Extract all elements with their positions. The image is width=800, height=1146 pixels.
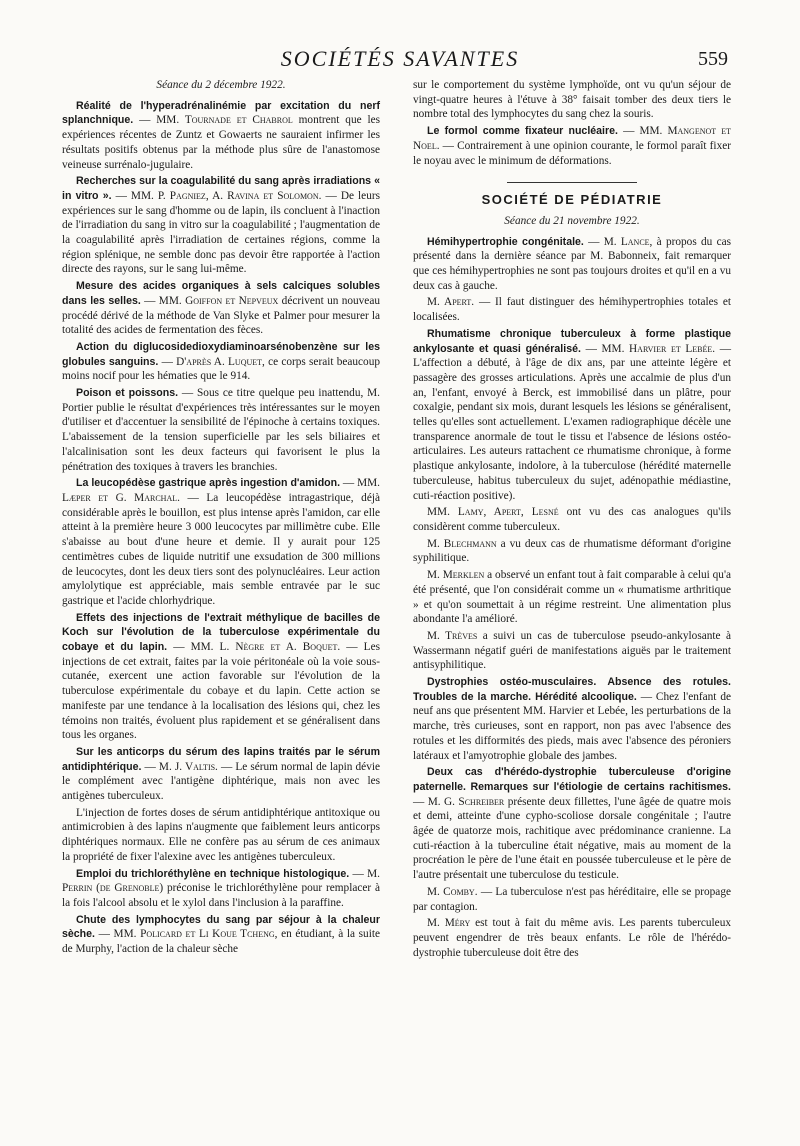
entry-paragraph <box>413 235 731 294</box>
entry-body: a vu deux cas de rhumatisme déformant d'origine syphilitique. <box>413 537 731 565</box>
entry-authors: — MM. Mangenot et Noel. <box>413 125 732 152</box>
entry-authors: — M. Perrin (de Grenoble) <box>62 867 380 895</box>
entry-paragraph <box>62 611 380 743</box>
entry-body: — La leucopédèse intragastrique, déjà considérable après le bouillon, est plus intense après l'amidon, car elle atteint à la première heure 3 000 leucocytes par millimètre cube. Elle s'abaisse au bout d'une heure et demie. Il y aurait pour 125 centimètres cubes de liquide nutritif une exsudation de 300 millions de leucocytes, dont les deux tiers sont des polynucléaires. Leur action amylolytique est appréciable, mais semble entravée par le suc gastrique et l'acide chlorhydrique. <box>62 491 380 607</box>
entry-title: Emploi du trichloréthylène en technique histologique. <box>76 867 350 880</box>
entry-body: préconise le trichloréthylène pour remplacer à la fois l'alcool absolu et le xylol dans l'inclusion à la paraffine. <box>62 882 380 909</box>
entry-title: Rhumatisme chronique tuberculeux à forme plastique ankylosante et quasi généralisé. <box>413 327 731 355</box>
entry-title: Recherches sur la coagulabilité du sang après irradiations « in vitro ». <box>62 175 380 202</box>
entry-title: Mesure des acides organiques à sels calciques solubles dans les selles. <box>62 280 380 307</box>
entry-paragraph <box>413 327 731 503</box>
entry-authors: — M. Lance, <box>588 235 653 248</box>
entry-body: présente deux fillettes, l'une âgée de quatre mois et demi, atteinte d'une cypho-scoliose dorsale congénitale ; l'autre âgée de quatorze mois, rachitique avec prédominance cranienne. La cuti-réaction à la tuberculine était négative, mais au moment de la procréation le père de l'une était en poussée tuberculeuse et le père de l'autre présentait une tuberculose du testicule. <box>413 795 731 882</box>
entry-body: en étudiant, à la suite de Murphy, l'action de la chaleur sèche <box>62 928 380 956</box>
entry-paragraph <box>413 568 731 627</box>
entry-title: Deux cas d'hérédo-dystrophie tuberculeuse d'origine paternelle. Remarques sur l'étiologie de certains rachitismes. <box>413 766 731 793</box>
entry-authors: M. Blechmann <box>427 537 497 550</box>
entry-body: — La tuberculose n'est pas héréditaire, elle se propage par contagion. <box>413 885 731 913</box>
entry-paragraph <box>62 745 380 804</box>
entry-paragraph <box>62 99 380 173</box>
sitting-date: Séance du 2 décembre 1922. <box>156 79 286 91</box>
entry-body: — Contrairement à une opinion courante, le formol paraît fixer le noyau avec le minimum de déformations. <box>413 139 731 167</box>
entry-paragraph <box>413 916 731 960</box>
entry-title: Effets des injections de l'extrait méthylique de bacilles de Koch sur l'évolution de la tuberculose expérimentale du cobaye et du lapin. <box>62 611 380 654</box>
entry-paragraph <box>413 629 731 673</box>
entry-authors: — MM. Tournade et Chabrol <box>139 114 293 127</box>
left-column <box>62 78 380 959</box>
entry-title: Action du diglucosidedioxydiaminoarsénobenzène sur les globules sanguins. <box>62 340 380 368</box>
entry-body: montrent que les expériences récentes de Zuntz et Gowaerts ne sauraient infirmer les résultats positifs obtenus par la méthode plus sûre de l'anastomose veineuse surrénalo-jugulaire. <box>62 114 381 171</box>
page-number: 559 <box>698 48 728 70</box>
right-column <box>413 78 731 962</box>
entry-authors: MM. Lamy, Apert, Lesné <box>427 506 559 519</box>
entry-authors: — M. G. Schreiber <box>413 795 505 808</box>
section-rule <box>507 182 637 183</box>
entry-paragraph <box>413 765 731 883</box>
entry-authors: — MM. Goiffon et Nepveux <box>144 294 279 307</box>
entry-paragraph <box>62 806 380 865</box>
entry-paragraph <box>62 476 380 608</box>
entry-body: décrivent un nouveau procédé dérivé de la méthode de Van Slyke et Palmer pour mesurer la totalité des acides de fermentation des fèces. <box>62 294 380 337</box>
entry-authors: — MM. Læper et G. Marchal. <box>62 477 380 504</box>
entry-body: a observé un enfant tout à fait comparable à celui qu'a été présenté, que l'on considérait comme un « rhumatisme arthritique » et qu'on soumettait à un régime restreint. Une alimentation plus abondante l'a amélioré. <box>413 569 731 626</box>
entry-authors: — D'après A. Luquet, <box>161 355 265 368</box>
running-title: SOCIÉTÉS SAVANTES <box>280 46 520 71</box>
entry-authors: M. Apert. <box>427 296 475 309</box>
entry-title: Réalité de l'hyperadrénalinémie par excitation du nerf splanchnique. <box>62 99 380 127</box>
entry-authors: — MM. P. Pagniez, A. Ravina et Solomon. <box>115 189 322 202</box>
entry-body: — Les injections de cet extrait, faites par la voie péritonéale où la voie sous-cutanée, exercent une action favorable sur l'évolution de la tuberculose expérimentale du cobaye et du lapin. Cette action se manifeste par une tendance à la localisation des lésions qui, chez les témoins non traités, évoluent plus rapidement et se généralisent dans tous les organes. <box>62 641 380 742</box>
entry-body: — Il faut distinguer des hémihypertrophies totales et localisées. <box>413 296 731 324</box>
entry-title: Poison et poissons. <box>76 387 179 400</box>
entry-authors: M. Trèves <box>427 629 478 642</box>
entry-body: — Le sérum normal de lapin dévie le complément avec l'antigène diphtérique, mais non avec les antigènes tuberculeux. <box>62 760 380 803</box>
entry-title: Hémihypertrophie congénitale. <box>427 235 584 248</box>
entry-paragraph <box>62 386 380 474</box>
entry-body: ce corps serait beaucoup moins nocif pour les hématies que le 914. <box>62 355 381 383</box>
entry-paragraph <box>413 537 731 566</box>
entry-title: Chute des lymphocytes du sang par séjour à la chaleur sèche. <box>62 913 380 941</box>
entry-paragraph <box>413 675 731 763</box>
entry-paragraph <box>62 340 380 384</box>
entry-body: est tout à fait du même avis. Les parents tuberculeux peuvent engendrer de très beaux enfants. Le rôle de l'hérédo-dystrophie tuberculeuse doit être des <box>413 917 731 959</box>
entry-paragraph <box>413 505 731 534</box>
entry-body: a suivi un cas de tuberculose pseudo-ankylosante à Wassermann négatif guéri de manifestations aiguës par le traitement antisyphilitique. <box>413 629 731 672</box>
continuation-paragraph: sur le comportement du système lymphoïde, ont vu qu'un séjour de vingt-quatre heures à l'étuve à 38° faisait tomber des deux tiers le nombre total des lymphocytes du sang chez la souris. <box>413 79 731 121</box>
entry-authors: — MM. Harvier et Lebée. <box>585 342 716 355</box>
entry-authors: — MM. Policard et Li Koue Tcheng, <box>98 928 278 941</box>
entry-paragraph <box>413 124 731 168</box>
entry-authors: M. Merklen <box>427 569 485 582</box>
entry-paragraph <box>62 279 380 338</box>
entry-body: à propos du cas présenté dans la dernière séance par M. Babonneix, fait remarquer que ces hémihypertrophies ne sont pas toujours droites et qu'il en a vu deux cas à gauche. <box>413 235 731 292</box>
right-entries-before <box>413 124 731 168</box>
society-heading: SOCIÉTÉ DE PÉDIATRIE <box>481 192 663 208</box>
sitting-date: Séance du 21 novembre 1922. <box>504 214 640 227</box>
entry-paragraph <box>413 885 731 914</box>
entry-title: Dystrophies ostéo-musculaires. Absence des rotules. Troubles de la marche. Hérédité alcoolique. <box>413 676 731 703</box>
entry-paragraph <box>62 174 380 277</box>
entry-paragraph <box>413 295 731 324</box>
entry-body: — De leurs expériences sur le sang d'homme ou de lapin, ils concluent à l'inaction de l'irradiation du sang in vitro sur la coagulabilité ; l'augmentation de la coagulabilité après l'irradiation de certaines régions, comme la région splénique, ne semble donc pas devoir être rapportée à l'action directe des rayons, sur le sang lui-même. <box>62 189 381 276</box>
entry-authors: M. Méry <box>427 917 471 930</box>
running-head <box>0 46 800 76</box>
entry-title: Sur les anticorps du sérum des lapins traités par le sérum antidiphtérique. <box>62 745 380 773</box>
entry-title: Le formol comme fixateur nucléaire. <box>427 125 618 138</box>
right-entries <box>413 235 731 961</box>
entry-authors: — MM. L. Nègre et A. Boquet. <box>173 641 341 654</box>
entry-authors: — M. J. Valtis. <box>144 760 218 773</box>
entry-paragraph <box>62 867 380 911</box>
left-entries <box>62 99 380 957</box>
entry-body: — Chez l'enfant de neuf ans que présentent MM. Harvier et Lebée, les perturbations de la marche, très curieuses, sont en rapport, non pas avec l'absence des rotules et les difformités des pieds, mais avec l'absence des péroniers latéraux et l'amyotrophie globale des jambes. <box>413 690 731 762</box>
entry-authors: M. Comby. <box>427 885 478 898</box>
entry-body: — Sous ce titre quelque peu inattendu, M. Portier publie le résultat d'expériences très intéressantes sur le moyen d'utiliser et d'accentuer la sensibilité de l'épinoche à certains toxiques. L'abaissement de la tension superficielle par les sels biliaires et l'alcalinisation sont les deux facteurs qui favorisent le plus la pénétration des toxiques à travers les branchies. <box>62 387 380 473</box>
entry-body: ont vu des cas analogues qu'ils considèrent comme tuberculeux. <box>413 506 731 533</box>
entry-body: — L'affection a débuté, à l'âge de dix ans, par une atteinte légère et passagère des grosses articulations. Après une accalmie de plus d'un an, l'enfant, envoyé à Berck, est immobilisé dans un plâtre, pour coxalgie, pendant six mois, durant lesquels les lésions se généralisent, telles qu'elles sont actuellement. L'examen radiographique décèle une transparence anormale de tout le tissu et l'absence de lésions ostéo-articulaires. Les auteurs rattachent ce rhumatisme chronique, à forme plastique ankylosante, indolore, à la tuberculose (hérédité maternelle tuberculeuse, habitus tuberculeux du sujet, adénopathie médiastine, cuti-réaction positive). <box>413 342 732 502</box>
entry-paragraph <box>62 913 380 957</box>
entry-title: La leucopédèse gastrique après ingestion d'amidon. <box>76 477 341 490</box>
entry-body: L'injection de fortes doses de sérum antidiphtérique antitoxique ou antimicrobien à des lapins n'augmente que faiblement leurs anticorps diphtériques normaux. Elle ne confère pas au sérum de ces animaux la propriété de fixer l'alexine avec les antigènes tuberculeux. <box>62 806 380 863</box>
